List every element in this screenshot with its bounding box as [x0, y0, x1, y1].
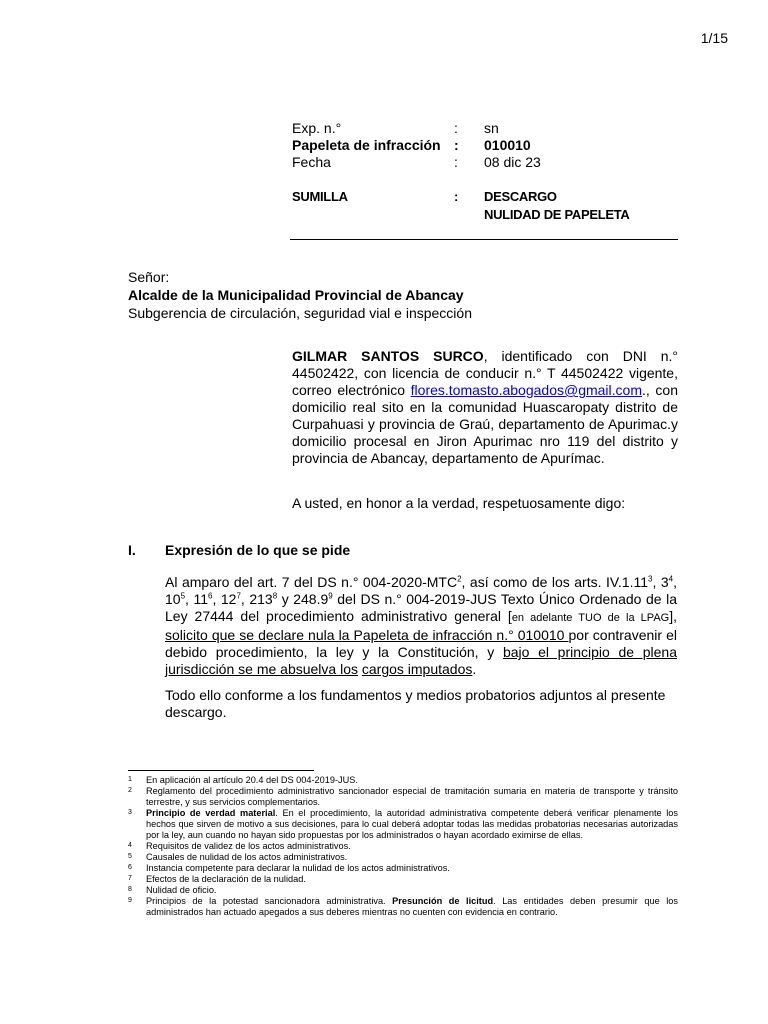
papeleta-value: 010010	[484, 137, 531, 153]
underlined-request: bajo el principio de plena jurisdicción se me absuelva los	[165, 644, 678, 677]
footnote-ref: 3	[648, 574, 653, 584]
footnote	[128, 786, 678, 808]
underlined-request: cargos imputados	[361, 661, 473, 677]
footnote-number: 2	[128, 787, 132, 794]
addressee-department: Subgerencia de circulación, seguridad vial e inspección	[128, 305, 472, 321]
footnotes	[128, 775, 678, 918]
sumilla-line-2: NULIDAD DE PAPELETA	[484, 207, 630, 222]
text: ],	[669, 608, 677, 624]
exp-value: sn	[484, 120, 499, 136]
closing-line: A usted, en honor a la verdad, respetuosamente digo:	[292, 495, 626, 511]
footnote-number: 3	[128, 809, 132, 816]
footnote-number: 8	[128, 886, 132, 893]
underlined-request: solicito que se declare nula la Papeleta de infracción n.° 010010	[165, 627, 569, 643]
footnote-text: Reglamento del procedimiento administrativo sancionador especial de tramitación sumaria en materia de transporte y tránsito terrestre, y sus servicios complementarios.	[146, 786, 678, 807]
addressee-title: Alcalde de la Municipalidad Provincial de Abancay	[128, 287, 464, 303]
footnote-number: 7	[128, 875, 132, 882]
header-divider	[290, 239, 678, 240]
footnote	[128, 896, 678, 918]
footnote	[128, 775, 678, 786]
footnote-text	[146, 896, 678, 918]
salutation: Señor:	[128, 269, 170, 285]
footnote-ref: 6	[208, 591, 213, 601]
fecha-row	[292, 154, 682, 171]
footnote-ref: 9	[328, 591, 333, 601]
footnote-number: 6	[128, 864, 132, 871]
footnote-number: 9	[128, 897, 132, 904]
footnote-ref: 5	[180, 591, 186, 601]
page-number: 1/15	[700, 30, 728, 46]
case-header	[292, 120, 682, 224]
footnote-number: 4	[128, 842, 132, 849]
intro-text-1: , identificado con DNI n.° 44502422, con licencia de conducir n.° T 44502422 vigente, correo electrónico	[292, 348, 679, 398]
sumilla-label: SUMILLA	[292, 189, 348, 204]
small-text: en adelante TUO de la LPAG	[511, 612, 670, 624]
text: por contravenir el debido procedimiento, la ley y la Constitución, y	[165, 627, 677, 660]
fecha-value: 08 dic 23	[484, 154, 541, 170]
footnote-bold: Presunción de licitud	[392, 896, 494, 906]
text: Principios de la potestad sancionadora administrativa.	[146, 896, 393, 906]
footnote-ref: 4	[668, 574, 674, 584]
papeleta-row	[292, 137, 682, 154]
request-paragraph	[165, 574, 677, 678]
footnote-number: 5	[128, 853, 132, 860]
sumilla-line-1: DESCARGO	[484, 189, 557, 204]
supporting-paragraph: Todo ello conforme a los fundamentos y medios probatorios adjuntos al presente descargo.	[165, 687, 666, 720]
colon: :	[454, 189, 459, 204]
section-number: I.	[128, 542, 136, 558]
footnote	[128, 863, 678, 874]
footnote-ref: 8	[272, 591, 278, 601]
footnote-text: En aplicación al artículo 20.4 del DS 004-2019-JUS.	[146, 775, 358, 785]
intro-paragraph	[292, 348, 678, 467]
footnote-ref: 2	[457, 574, 462, 584]
footnote-divider	[128, 770, 314, 771]
addressee	[128, 268, 472, 322]
footnote	[128, 885, 678, 896]
footnote-text: Causales de nulidad de los actos administrativos.	[146, 852, 348, 862]
applicant-name: GILMAR SANTOS SURCO	[292, 348, 484, 364]
section-title: Expresión de lo que se pide	[165, 542, 351, 558]
footnote	[128, 841, 678, 852]
colon: :	[454, 137, 459, 153]
text: , 11	[185, 591, 208, 607]
sumilla-row	[292, 188, 682, 224]
footnote	[128, 852, 678, 863]
text: .	[472, 661, 477, 677]
sumilla-values	[484, 188, 630, 224]
text: . Las entidades deben presumir que los administrados han actuado apegados a sus deberes mientras no cuenten con evidencia en contrario.	[146, 896, 678, 917]
text: y 248.9	[277, 591, 329, 607]
footnote-text: Efectos de la declaración de la nulidad.	[146, 874, 306, 884]
text: , 12	[212, 591, 237, 607]
intro-text-2: ., con domicilio real sito en la comunidad Huascaropaty distrito de Curpahuasi y provincia de Graú, departamento de Apurimac.y domicilio procesal en Jiron Apurimac nro 119 del distrito y provincia de Abancay, departamento de Apurímac.	[292, 382, 678, 466]
email-link[interactable]: flores.tomasto.abogados@gmail.com	[410, 382, 642, 398]
footnote	[128, 874, 678, 885]
fecha-label: Fecha	[292, 154, 331, 170]
text: Al amparo del art. 7 del DS n.° 004-2020-MTC	[165, 574, 458, 590]
text: , 10	[165, 574, 677, 607]
footnote	[128, 808, 678, 841]
text: , 3	[652, 574, 669, 590]
footnote-text: Nulidad de oficio.	[146, 885, 217, 895]
papeleta-label: Papeleta de infracción	[292, 137, 441, 153]
colon: :	[454, 154, 458, 170]
text: . En el procedimiento, la autoridad administrativa competente deberá verificar plenamente los hechos que sirven de motivo a sus decisiones, para lo cual deberá adoptar todas las medidas probatorias necesarias autorizadas por la ley, aun cuando no hayan sido propuestas por los administrados o hayan acordado eximirse de ellas.	[146, 808, 678, 840]
footnote-ref: 7	[236, 591, 241, 601]
footnote-bold: Principio de verdad material	[146, 808, 276, 818]
colon: :	[454, 120, 458, 136]
text: , 213	[240, 591, 273, 607]
text: del DS n.° 004-2019-JUS Texto Único Ordenado de la Ley 27444 del procedimiento administrativo general [	[165, 591, 677, 624]
exp-row	[292, 120, 682, 137]
footnote-number: 1	[128, 776, 132, 783]
footnote-text: Instancia competente para declarar la nulidad de los actos administrativos.	[146, 863, 450, 873]
exp-label: Exp. n.°	[292, 120, 342, 136]
footnote-text: Requisitos de validez de los actos administrativos.	[146, 841, 351, 851]
text: , así como de los arts. IV.1.11	[461, 574, 649, 590]
section-heading	[128, 542, 350, 558]
footnote-text	[146, 808, 678, 841]
